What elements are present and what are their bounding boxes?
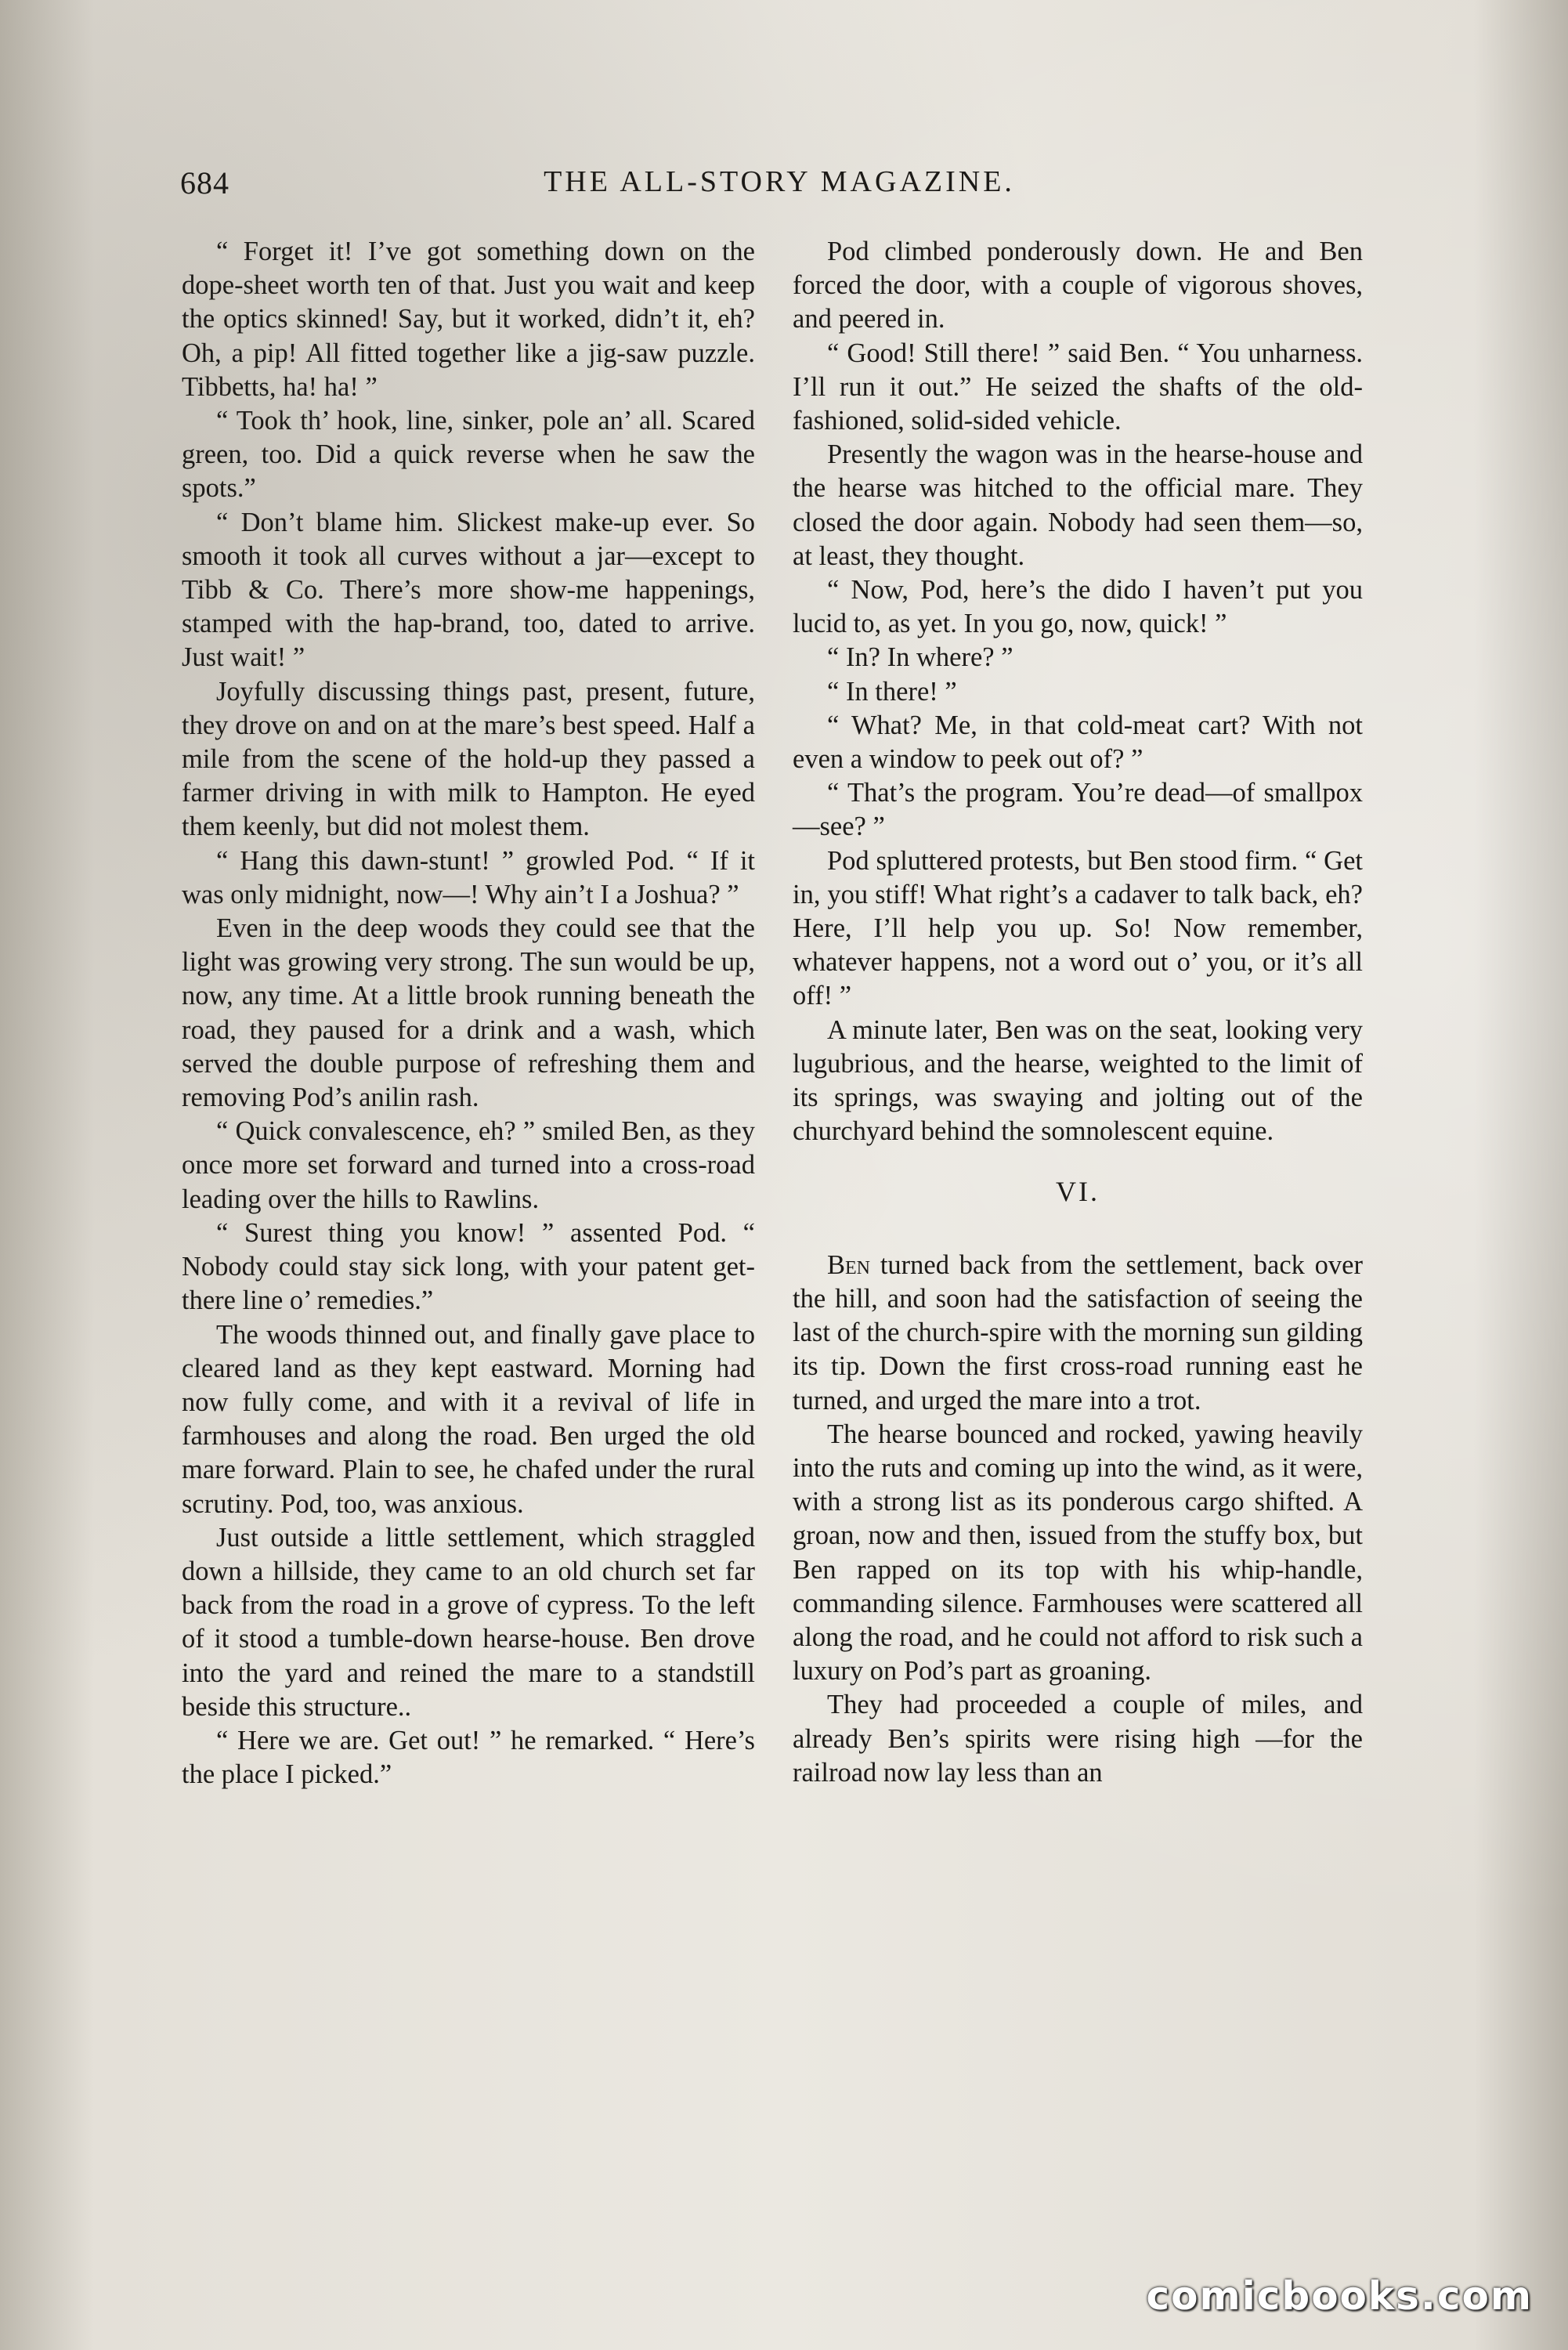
left-column [182,235,755,1791]
paragraph: A minute later, Ben was on the seat, looking very lugubrious, and the hearse, weighted to the limit of its springs, was swaying and jolting out of the churchyard behind the somnolescent equine. [793,1014,1363,1147]
paragraph: “ In there! ” [827,676,957,707]
paragraph: “ In? In where? ” [827,642,1013,673]
paragraph: Pod climbed ponderously down. He and Ben forced the door, with a couple of vigorous shoves, and peered in. [793,237,1363,334]
paragraph: “ Forget it! I’ve got something down on the dope-sheet worth ten of that. Just you wait and keep the optics skinned! Say, but it worked, didn’t it, eh? Oh, a pip! All fitted together like a jig-saw puzzle. Tibbetts, ha! ha! ” [182,237,755,402]
paragraph: “ What? Me, in that cold-meat cart? With not even a window to peek out of? ” [793,710,1363,775]
paragraph: They had proceeded a couple of miles, and already Ben’s spirits were rising high —for the railroad now lay less than an [793,1690,1363,1788]
paragraph: “ Hang this dawn-stunt! ” growled Pod. “ If it was only midnight, now—! Why ain’t I a Joshua? ” [182,845,755,909]
paragraph: The woods thinned out, and finally gave place to cleared land as they kept eastward. Morning had now fully come, and with it a revival of life in farmhouses and along the road. Ben urged the old mare forward. Plain to see, he chafed under the rural scrutiny. Pod, too, was anxious. [182,1319,755,1519]
page-number: 684 [180,165,229,201]
paragraph: Just outside a little settlement, which straggled down a hillside, they came to an old church set far back from the road in a grove of cypress. To the left of it stood a tumble-down hearse-house. Ben drove into the yard and reined the mare to a standstill beside this structure.. [182,1522,755,1722]
right-column [793,235,1363,1790]
paragraph: “ Now, Pod, here’s the dido I haven’t put you lucid to, as yet. In you go, now, quick! ” [793,575,1363,639]
paragraph: “ Took th’ hook, line, sinker, pole an’ all. Scared green, too. Did a quick reverse when he saw the spots.” [182,406,755,504]
magazine-title: THE ALL-STORY MAGAZINE. [544,165,1015,198]
paragraph: Joyfully discussing things past, present, future, they drove on and on at the mare’s best speed. Half a mile from the scene of the hold-up they passed a farmer driving in with milk to Hampton. He eyed them keenly, but did not molest them. [182,676,755,842]
paragraph: “ Good! Still there! ” said Ben. “ You unharness. I’ll run it out.” He seized the shafts of the old-fashioned, solid-sided vehicle. [793,338,1363,436]
paragraph: The hearse bounced and rocked, yawing heavily into the ruts and coming up into the wind, as it were, with a strong list as its ponderous cargo shifted. A groan, now and then, issued from the stuffy box, but Ben rapped on its top with his whip-handle, commanding silence. Farmhouses were scattered all along the road, and he could not afford to risk such a luxury on Pod’s part as groaning. [793,1419,1363,1687]
paragraph: “ Surest thing you know! ” assented Pod. “ Nobody could stay sick long, with your patent get-there line o’ remedies.” [182,1217,755,1316]
chapter-opening-text: turned back from the settlement, back over the hill, and soon had the satisfaction of seeing the last of the church-spire with the morning sun gilding its tip. Down the first cross-road running east he turned, and urged the mare into a trot. [793,1249,1363,1415]
paragraph: Even in the deep woods they could see that the light was growing very strong. The sun would be up, now, any time. At a little brook running beneath the road, they paused for a drink and a wash, which served the double purpose of refreshing them and removing Pod’s anilin rash. [182,913,755,1113]
paragraph: “ Quick convalescence, eh? ” smiled Ben, as they once more set forward and turned into a cross-road leading over the hills to Rawlins. [182,1116,755,1214]
chapter-opening-paragraph [793,1249,1363,1418]
paragraph: “ Here we are. Get out! ” he remarked. “ Here’s the place I picked.” [182,1725,755,1790]
paragraph: “ Don’t blame him. Slickest make-up ever. So smooth it took all curves without a jar—except to Tibb & Co. There’s more show-me happenings, stamped with the hap-brand, too, dated to arrive. Just wait! ” [182,507,755,673]
page-header [180,164,1378,212]
chapter-heading: VI. [1056,1176,1100,1208]
source-watermark: comicbooks.com [1146,2273,1533,2319]
paragraph: Pod spluttered protests, but Ben stood firm. “ Get in, you stiff! What right’s a cadaver to talk back, eh? Here, I’ll help you up. So! Now remember, whatever happens, not a word out o’ you, or it’s all off! ” [793,845,1363,1011]
chapter-opening-word: Ben [827,1249,871,1280]
paragraph: Presently the wagon was in the hearse-house and the hearse was hitched to the official mare. They closed the door again. Nobody had seen them—so, at least, they thought. [793,439,1363,571]
paragraph: “ That’s the program. You’re dead—of smallpox—see? ” [793,778,1363,842]
